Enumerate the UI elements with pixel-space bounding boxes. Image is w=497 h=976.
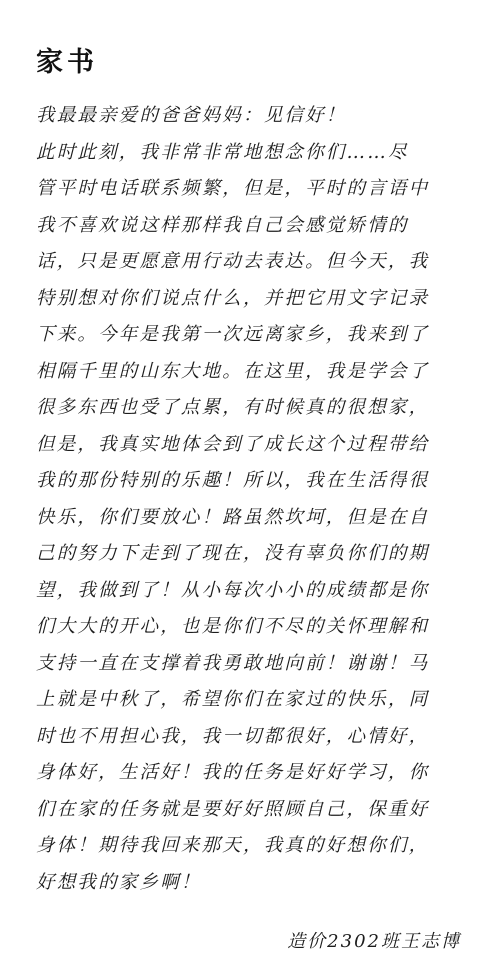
letter-line: 上就是中秋了，希望你们在家过的快乐，同 [36,689,430,710]
letter-line: 支持一直在支撑着我勇敢地向前！谢谢！马 [36,652,430,674]
letter-line: 相隔千里的山东大地。在这里，我是学会了 [36,360,430,382]
letter-line: 很多东西也受了点累，有时候真的很想家， [36,397,430,418]
letter-line: 时也不用担心我，我一切都很好，心情好， [36,725,430,747]
letter-line: 下来。今年是我第一次远离家乡，我来到了 [36,324,430,345]
letter-line: 我的那份特别的乐趣！所以，我在生活得很 [36,470,430,491]
letter-body [36,98,468,901]
letter-line: 望，我做到了！从小每次小小的成绩都是你 [36,579,430,601]
letter-line: 们大大的开心，也是你们不尽的关怀理解和 [36,616,430,637]
letter-line: 话，只是更愿意用行动去表达。但今天，我 [36,251,430,272]
letter-line: 我最最亲爱的爸爸妈妈：见信好！ [36,105,347,126]
letter-line: 此时此刻，我非常非常地想念你们……尽 [36,141,409,163]
letter-title: 家书 [36,47,98,78]
letter-line: 好想我的家乡啊！ [36,871,202,893]
letter-line: 身体！期待我回来那天，我真的好想你们， [36,835,430,856]
letter-line: 快乐，你们要放心！路虽然坎坷，但是在自 [36,506,430,528]
letter-line: 但是，我真实地体会到了成长这个过程带给 [36,433,430,455]
letter-line: 管平时电话联系频繁，但是，平时的言语中 [36,178,430,199]
letter-signature: 造价2302班王志博 [287,931,461,952]
letter-line: 特别想对你们说点什么，并把它用文字记录 [36,287,430,309]
letter-line: 身体好，生活好！我的任务是好好学习，你 [36,762,430,783]
letter-line: 我不喜欢说这样那样我自己会感觉矫情的 [36,214,409,236]
letter-line: 己的努力下走到了现在，没有辜负你们的期 [36,543,430,564]
letter-line: 们在家的任务就是要好好照顾自己，保重好 [36,798,430,820]
